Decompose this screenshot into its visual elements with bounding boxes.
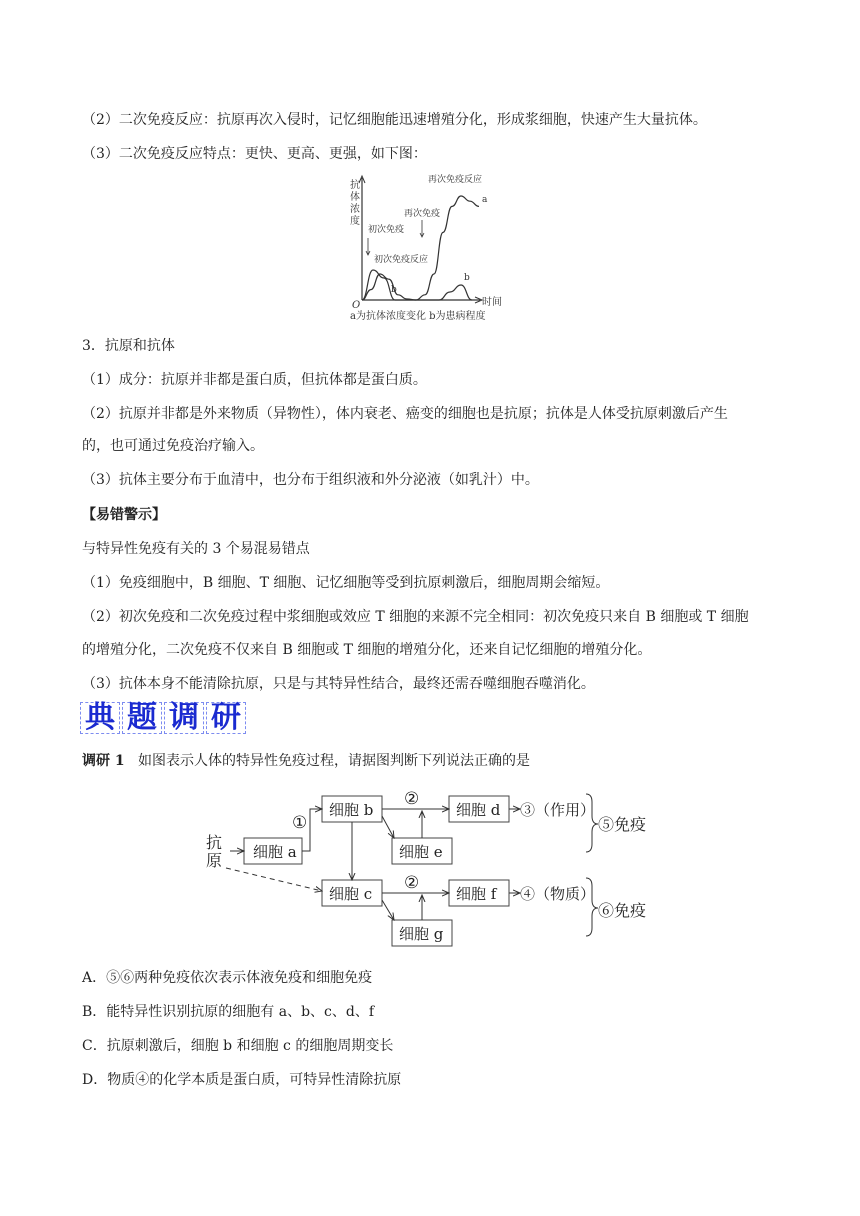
chart-caption: a为抗体浓度变化 b为患病程度: [350, 311, 486, 322]
series-b-line: [362, 270, 472, 300]
cell-a-label: 细胞 a: [253, 843, 297, 861]
warning-heading: 【易错警示】: [82, 507, 166, 523]
text-line: （1）成分：抗原并非都是蛋白质，但抗体都是蛋白质。: [82, 372, 427, 388]
antigen-label: 抗: [206, 833, 223, 852]
text-line: （2）初次免疫和二次免疫过程中浆细胞或效应 T 细胞的来源不完全相同：初次免疫只来自 B 细胞或 T 细胞: [82, 609, 749, 625]
arrow: [382, 816, 394, 838]
output-4-label: ④（物质）: [520, 885, 596, 903]
text-line: （1）免疫细胞中，B 细胞、T 细胞、记忆细胞等受到抗原刺激后，细胞周期会缩短。: [82, 575, 610, 591]
annotation: 再次免疫: [404, 209, 441, 219]
antibody-chart: [340, 168, 520, 323]
text-line: （3）二次免疫反应特点：更快、更高、更强，如下图：: [82, 146, 427, 162]
step-1-label: ①: [292, 813, 308, 833]
annotation: 初次免疫: [368, 225, 405, 235]
cell-g-label: 细胞 g: [399, 925, 444, 943]
cell-f-label: 细胞 f: [456, 885, 497, 903]
y-axis-label: [350, 178, 360, 227]
annotation: 再次免疫反应: [428, 175, 483, 185]
text-line: 与特异性免疫有关的 3 个易混易错点: [82, 541, 310, 557]
annotation: b: [464, 273, 470, 283]
annotation: 初次免疫反应: [374, 255, 429, 265]
option-b[interactable]: B．能特异性识别抗原的细胞有 a、b、c、d、f: [82, 1004, 375, 1020]
x-axis-label: 时间: [482, 297, 502, 308]
section-heading: 3．抗原和抗体: [82, 338, 175, 354]
output-3-label: ③（作用）: [520, 801, 596, 819]
section-banner: [80, 700, 260, 736]
step-2-label: ②: [404, 789, 420, 809]
text-line: 的增殖分化，二次免疫不仅来自 B 细胞或 T 细胞的增殖分化，还来自记忆细胞的增殖分化。: [82, 642, 652, 658]
immunity-6-label: ⑥免疫: [598, 901, 647, 920]
cell-d-label: 细胞 d: [456, 801, 501, 819]
cell-c-label: 细胞 c: [329, 885, 373, 903]
step-2b-label: ②: [404, 873, 420, 893]
option-c[interactable]: C．抗原刺激后，细胞 b 和细胞 c 的细胞周期变长: [82, 1038, 394, 1054]
cell-b-label: 细胞 b: [329, 801, 374, 819]
text-line: （3）抗体主要分布于血清中，也分布于组织液和外分泌液（如乳汁）中。: [82, 472, 539, 488]
svg-text:浓: 浓: [350, 204, 360, 215]
option-d[interactable]: D．物质④的化学本质是蛋白质，可特异性清除抗原: [82, 1072, 402, 1088]
banner-char: 调: [169, 700, 199, 735]
banner-char: 题: [127, 700, 157, 735]
svg-text:抗: 抗: [350, 180, 360, 191]
annotation: a: [482, 195, 488, 205]
question-text: 如图表示人体的特异性免疫过程，请据图判断下列说法正确的是: [137, 753, 530, 769]
dashed-arrow: [226, 868, 322, 891]
svg-text:体: 体: [350, 192, 360, 203]
text-line: （3）抗体本身不能清除抗原，只是与其特异性结合，最终还需吞噬细胞吞噬消化。: [82, 676, 595, 692]
origin-label: O: [352, 300, 361, 311]
svg-text:度: 度: [350, 216, 360, 227]
question-stem: [82, 751, 530, 771]
option-a[interactable]: A．⑤⑥两种免疫依次表示体液免疫和细胞免疫: [82, 970, 373, 986]
annotation: b: [391, 285, 397, 295]
text-line: （2）二次免疫反应：抗原再次入侵时，记忆细胞能迅速增殖分化，形成浆细胞，快速产生大量抗体。: [82, 112, 707, 128]
immune-process-diagram: [200, 786, 680, 950]
text-line: （2）抗原并非都是外来物质（异物性），体内衰老、癌变的细胞也是抗原；抗体是人体受抗原刺激后产生: [82, 406, 728, 422]
question-label: 调研 1: [82, 753, 125, 769]
text-line: 的，也可通过免疫治疗输入。: [82, 438, 264, 454]
banner-char: 典: [85, 700, 115, 735]
arrow: [382, 900, 394, 920]
cell-e-label: 细胞 e: [399, 843, 443, 861]
antigen-label: 原: [206, 851, 223, 870]
immunity-5-label: ⑤免疫: [598, 815, 647, 834]
banner-char: 研: [211, 700, 241, 735]
